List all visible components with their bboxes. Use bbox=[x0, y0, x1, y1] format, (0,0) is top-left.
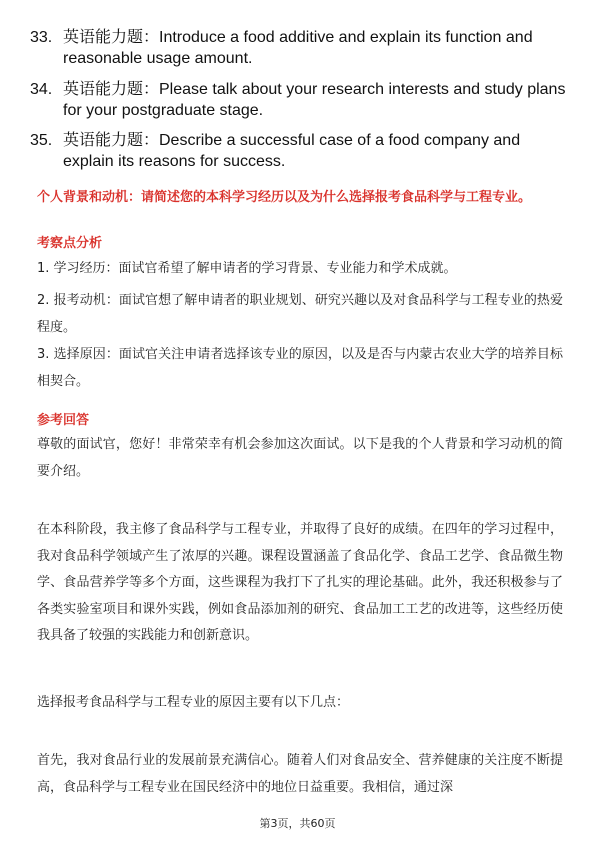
analysis-item: 1. 学习经历：面试官希望了解申请者的学习背景、专业能力和学术成就。 bbox=[37, 261, 457, 276]
analysis-item: 2. 报考动机：面试官想了解申请者的职业规划、研究兴趣以及对食品科学与工程专业的热爱程度。 bbox=[37, 293, 563, 335]
answer-paragraph: 尊敬的面试官，您好！非常荣幸有机会参加这次面试。以下是我的个人背景和学习动机的简要介绍。 bbox=[37, 437, 563, 479]
question-number: 35. bbox=[30, 132, 53, 149]
question-number: 34. bbox=[30, 81, 53, 98]
question-text: 英语能力题：Introduce a food additive and explain its function and reasonable usage amount. bbox=[63, 29, 533, 67]
analysis-item: 3. 选择原因：面试官关注申请者选择该专业的原因，以及是否与内蒙古农业大学的培养目标相契合。 bbox=[37, 347, 563, 389]
question-text: 英语能力题：Please talk about your research interests and study plans for your postgraduate stage. bbox=[63, 81, 566, 119]
question-text: 英语能力题：Describe a successful case of a food company and explain its reasons for success. bbox=[63, 132, 521, 170]
question-35 bbox=[30, 130, 575, 172]
analysis-title: 考察点分析 bbox=[37, 236, 103, 251]
question-33 bbox=[30, 27, 575, 69]
question-heading: 个人背景和动机：请简述您的本科学习经历以及为什么选择报考食品科学与工程专业。 bbox=[37, 190, 532, 205]
page-footer: 第3页，共60页 bbox=[259, 817, 336, 830]
answer-title: 参考回答 bbox=[37, 413, 90, 428]
answer-paragraph: 首先，我对食品行业的发展前景充满信心。随着人们对食品安全、营养健康的关注度不断提高，食品科学与工程专业在国民经济中的地位日益重要。我相信，通过深 bbox=[37, 753, 563, 795]
answer-paragraph: 选择报考食品科学与工程专业的原因主要有以下几点： bbox=[37, 695, 350, 710]
question-34 bbox=[30, 79, 575, 121]
answer-paragraph: 在本科阶段，我主修了食品科学与工程专业，并取得了良好的成绩。在四年的学习过程中，我对食品科学领域产生了浓厚的兴趣。课程设置涵盖了食品化学、食品工艺学、食品微生物学、食品营养学等多个方面，这些课程为我打下了扎实的理论基础。此外，我还积极参与了各类实验室项目和课外实践，例如食品添加剂的研究、食品加工工艺的改进等，这些经历使我具备了较强的实践能力和创新意识。 bbox=[37, 522, 563, 643]
question-number: 33. bbox=[30, 29, 53, 46]
